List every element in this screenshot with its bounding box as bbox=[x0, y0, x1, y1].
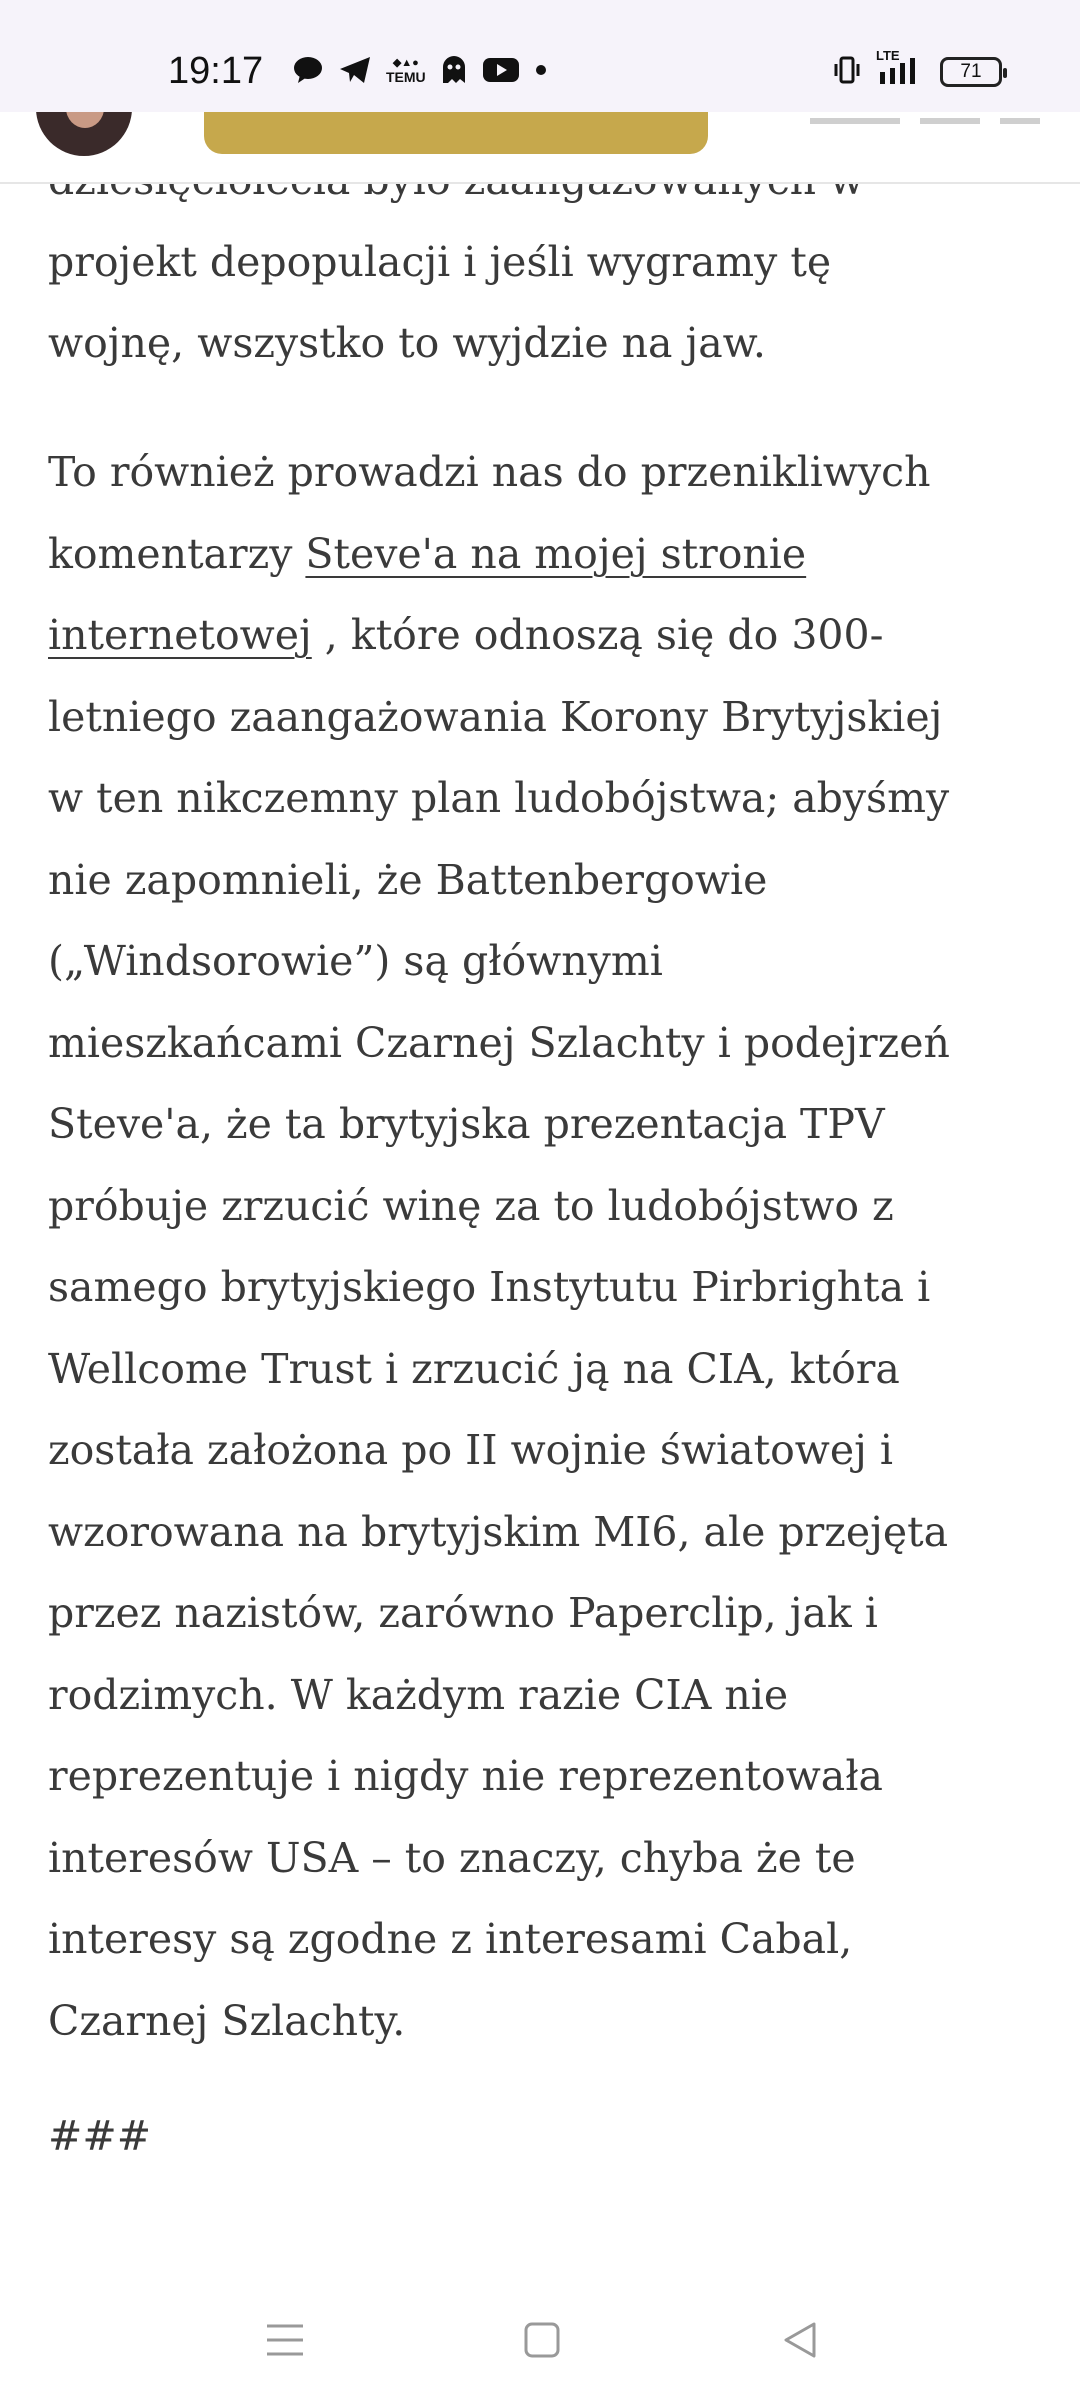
battery-level: 71 bbox=[960, 61, 982, 82]
notification-icons bbox=[292, 52, 548, 88]
subscribe-button[interactable] bbox=[204, 112, 708, 154]
home-button[interactable] bbox=[512, 2310, 572, 2370]
site-header bbox=[0, 112, 1080, 184]
text-line: Czarnej Szlachty. bbox=[48, 1996, 406, 2045]
youtube-icon bbox=[482, 56, 520, 84]
temu-icon-label: TEMU bbox=[386, 69, 426, 85]
telegram-icon bbox=[338, 55, 372, 85]
dot-icon bbox=[534, 63, 548, 77]
signal-icon bbox=[876, 48, 926, 90]
header-nav-fragment bbox=[750, 112, 1050, 134]
home-square-icon bbox=[522, 2320, 562, 2360]
temu-icon-top: ◆▲● bbox=[392, 57, 419, 69]
text-line: rodzimych. W każdym razie CIA nie bbox=[48, 1670, 789, 1719]
text-line: reprezentuje i nigdy nie reprezentowała bbox=[48, 1752, 883, 1800]
text-line: nie zapomnieli, że Battenbergowie bbox=[48, 855, 768, 904]
text-line: Wellcome Trust i zrzucić ją na CIA, która bbox=[48, 1344, 900, 1393]
section-separator: ### bbox=[48, 2112, 152, 2160]
line-suffix: , które odnoszą się do 300- bbox=[311, 611, 884, 659]
chat-bubble-icon bbox=[292, 55, 324, 85]
text-line: letniego zaangażowania Korony Brytyjskiej bbox=[48, 692, 943, 741]
text-line: projekt depopulacji i jeśli wygramy tę bbox=[48, 237, 832, 286]
text-line: („Windsorowie”) są głównymi bbox=[48, 937, 663, 985]
text-line: wzorowana na brytyjskim MI6, ale przejęta bbox=[48, 1507, 949, 1556]
text-line: przez nazistów, zarówno Paperclip, jak i bbox=[48, 1589, 878, 1637]
status-bar bbox=[0, 0, 1080, 112]
back-triangle-icon bbox=[780, 2320, 820, 2360]
back-button[interactable] bbox=[770, 2310, 830, 2370]
ghost-icon bbox=[440, 55, 468, 85]
text-line bbox=[48, 514, 1038, 596]
text-line: Steve'a, że ta brytyjska prezentacja TPV bbox=[48, 1100, 885, 1148]
status-time: 19:17 bbox=[168, 50, 264, 92]
line-prefix: komentarzy bbox=[48, 529, 306, 578]
system-status-icons bbox=[832, 48, 1002, 92]
temu-icon bbox=[386, 56, 426, 84]
vibrate-icon bbox=[832, 55, 862, 89]
text-line: próbuje zrzucić winę za to ludobójstwo z bbox=[48, 1181, 894, 1230]
text-line: wojnę, wszystko to wyjdzie na jaw. bbox=[48, 319, 766, 367]
author-avatar[interactable] bbox=[36, 112, 132, 156]
network-label: LTE bbox=[876, 48, 900, 63]
text-line: w ten nikczemny plan ludobójstwa; abyśmy bbox=[48, 774, 950, 822]
system-nav-bar bbox=[0, 2280, 1080, 2400]
text-line bbox=[48, 595, 1038, 677]
steve-website-link-cont[interactable]: internetowej bbox=[48, 611, 312, 659]
text-line: interesów USA – to znaczy, chyba że te bbox=[48, 1833, 856, 1882]
text-line: interesy są zgodne z interesami Cabal, bbox=[48, 1915, 853, 1963]
paragraph-2 bbox=[48, 432, 1038, 2062]
text-line: To również prowadzi nas do przenikliwych bbox=[48, 448, 931, 496]
steve-website-link[interactable]: Steve'a na mojej stronie bbox=[305, 529, 807, 578]
text-line: została założona po II wojnie światowej i bbox=[48, 1426, 893, 1474]
text-line: mieszkańcami Czarnej Szlachty i podejrzeń bbox=[48, 1018, 950, 1067]
battery-indicator bbox=[940, 57, 1002, 87]
menu-icon bbox=[263, 2320, 307, 2360]
menu-button[interactable] bbox=[255, 2310, 315, 2370]
text-line: samego brytyjskiego Instytutu Pirbrighta i bbox=[48, 1263, 931, 1311]
